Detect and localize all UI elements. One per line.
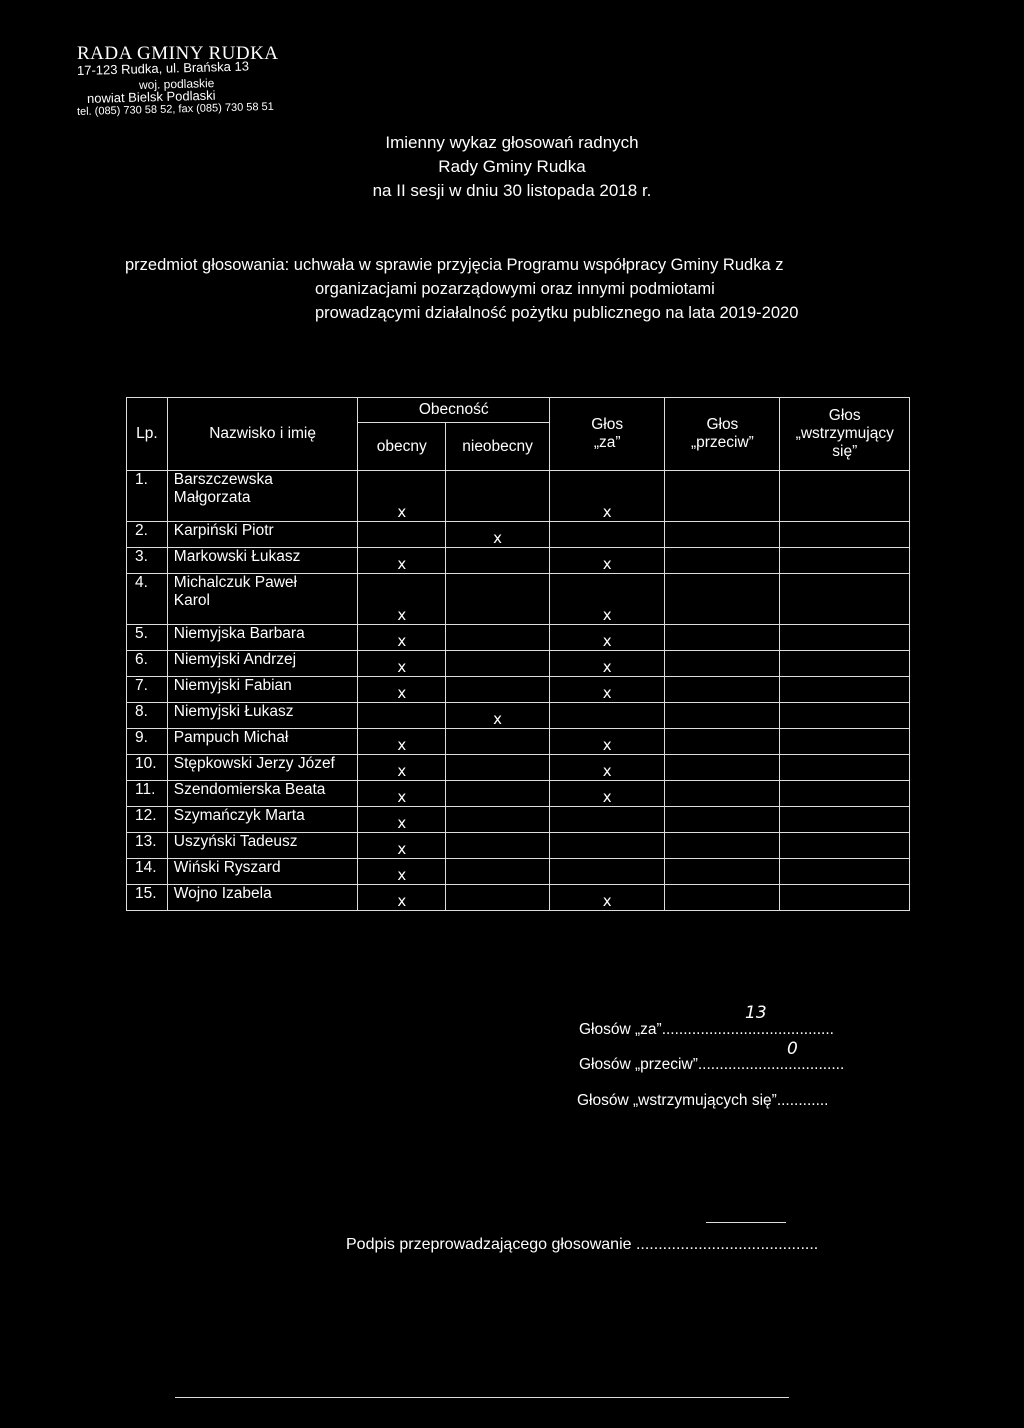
abstain-mark [780,548,910,574]
councillor-name: Szymańczyk Marta [167,807,358,833]
table-row [127,885,910,911]
row-number: 7. [127,677,168,703]
councillor-name: Barszczewska Małgorzata [167,471,358,522]
row-number: 6. [127,651,168,677]
abstain-mark [780,859,910,885]
stamp-address: 17-123 Rudka, ul. Brańska 13 [76,58,250,78]
for-mark: x [550,885,665,911]
header-absent: nieobecny [446,423,550,471]
table-row [127,677,910,703]
present-mark: x [358,574,446,625]
councillor-name: Wiński Ryszard [167,859,358,885]
present-mark: x [358,651,446,677]
absent-mark [446,885,550,911]
subject-line-2: organizacjami pozarządowymi oraz innymi podmiotami [315,280,715,298]
absent-mark: x [446,522,550,548]
table-row [127,625,910,651]
for-mark: x [550,471,665,522]
footer-rule [175,1397,789,1398]
abstain-mark [780,471,910,522]
for-mark: x [550,574,665,625]
absent-mark [446,651,550,677]
against-mark [665,651,780,677]
stamp-council-name: RADA GMINY RUDKA [77,43,279,64]
table-row [127,859,910,885]
table-row [127,703,910,729]
present-mark: x [358,885,446,911]
row-number: 4. [127,574,168,625]
for-mark: x [550,651,665,677]
against-mark [665,859,780,885]
row-number: 13. [127,833,168,859]
row-number: 11. [127,781,168,807]
against-mark [665,522,780,548]
council-stamp [77,44,279,118]
header-lp: Lp. [127,398,168,471]
table-row [127,833,910,859]
abstain-mark [780,574,910,625]
header-abstain: Głos „wstrzymujący się” [780,398,910,471]
summary-for-value: 13 [745,1003,767,1023]
document-title: Imienny wykaz głosowań radnych [385,133,639,152]
for-mark [550,703,665,729]
summary-against-value: 0 [787,1039,798,1059]
councillor-name: Markowski Łukasz [167,548,358,574]
header-for: Głos „za” [550,398,665,471]
subject-line-1: uchwała w sprawie przyjęcia Programu współpracy Gminy Rudka z [293,256,784,274]
absent-mark [446,833,550,859]
abstain-mark [780,833,910,859]
voting-subject [125,253,798,325]
for-mark [550,859,665,885]
absent-mark: x [446,703,550,729]
header-name: Nazwisko i imię [167,398,358,471]
present-mark: x [358,729,446,755]
absent-mark [446,471,550,522]
for-mark: x [550,548,665,574]
header-against: Głos „przeciw” [665,398,780,471]
councillor-name: Niemyjski Andrzej [167,651,358,677]
present-mark: x [358,625,446,651]
table-row [127,781,910,807]
subject-line-3: prowadzącymi działalność pożytku publicznego na lata 2019-2020 [315,304,799,322]
present-mark: x [358,807,446,833]
abstain-mark [780,755,910,781]
signature-label: Podpis przeprowadzającego głosowanie [346,1236,632,1253]
present-mark [358,703,446,729]
against-mark [665,755,780,781]
row-number: 15. [127,885,168,911]
abstain-mark [780,781,910,807]
absent-mark [446,807,550,833]
abstain-mark [780,625,910,651]
row-number: 2. [127,522,168,548]
abstain-mark [780,885,910,911]
absent-mark [446,755,550,781]
present-mark: x [358,781,446,807]
present-mark: x [358,471,446,522]
for-mark [550,833,665,859]
councillor-name: Pampuch Michał [167,729,358,755]
row-number: 9. [127,729,168,755]
councillor-name: Szendomierska Beata [167,781,358,807]
against-mark [665,548,780,574]
signature-scribble [706,1222,786,1223]
councillor-name: Karpiński Piotr [167,522,358,548]
present-mark [358,522,446,548]
row-number: 10. [127,755,168,781]
summary-against-label: Głosów „przeciw” [579,1056,698,1073]
session-date: na II sesji w dniu 30 listopada 2018 r. [372,181,652,200]
abstain-mark [780,807,910,833]
councillor-name: Niemyjski Fabian [167,677,358,703]
present-mark: x [358,859,446,885]
summary-abstain: Głosów „wstrzymujących się”............ [577,1092,829,1109]
table-row [127,755,910,781]
stamp-voivodeship: woj. podlaskie [138,76,215,92]
present-mark: x [358,833,446,859]
row-number: 5. [127,625,168,651]
absent-mark [446,677,550,703]
absent-mark [446,781,550,807]
absent-mark [446,729,550,755]
for-mark: x [550,625,665,651]
councillor-name: Michalczuk Paweł Karol [167,574,358,625]
stamp-phone: tel. (085) 730 58 52, fax (085) 730 58 51 [76,100,274,118]
against-mark [665,781,780,807]
for-mark [550,522,665,548]
for-mark: x [550,677,665,703]
against-mark [665,885,780,911]
row-number: 8. [127,703,168,729]
abstain-mark [780,729,910,755]
against-mark [665,677,780,703]
against-mark [665,574,780,625]
row-number: 3. [127,548,168,574]
absent-mark [446,859,550,885]
row-number: 1. [127,471,168,522]
table-row [127,574,910,625]
for-mark: x [550,781,665,807]
row-number: 14. [127,859,168,885]
for-mark [550,807,665,833]
table-row [127,548,910,574]
absent-mark [446,574,550,625]
absent-mark [446,548,550,574]
present-mark: x [358,755,446,781]
header-present: obecny [358,423,446,471]
subject-label: przedmiot głosowania: [125,256,290,274]
table-row [127,651,910,677]
stamp-county: nowiat Bielsk Podlaski [86,87,216,106]
present-mark: x [358,548,446,574]
summary-against: Głosów „przeciw”.................................. [579,1056,845,1073]
councillor-name: Niemyjska Barbara [167,625,358,651]
votes-table [126,397,910,911]
summary-for: Głosów „za”........................................ [579,1021,834,1038]
header-presence: Obecność [358,398,550,423]
abstain-mark [780,703,910,729]
document-subtitle: Rady Gminy Rudka [438,157,586,176]
row-number: 12. [127,807,168,833]
table-row [127,807,910,833]
abstain-mark [780,522,910,548]
summary-for-label: Głosów „za” [579,1021,662,1038]
against-mark [665,625,780,651]
signature-line: Podpis przeprowadzającego głosowanie ......................................... [346,1236,819,1253]
for-mark: x [550,729,665,755]
councillor-name: Stępkowski Jerzy Józef [167,755,358,781]
table-row [127,471,910,522]
abstain-mark [780,651,910,677]
against-mark [665,807,780,833]
councillor-name: Uszyński Tadeusz [167,833,358,859]
present-mark: x [358,677,446,703]
against-mark [665,729,780,755]
table-row [127,522,910,548]
against-mark [665,471,780,522]
table-row [127,729,910,755]
against-mark [665,833,780,859]
against-mark [665,703,780,729]
summary-abstain-label: Głosów „wstrzymujących się” [577,1092,777,1109]
councillor-name: Wojno Izabela [167,885,358,911]
absent-mark [446,625,550,651]
for-mark: x [550,755,665,781]
councillor-name: Niemyjski Łukasz [167,703,358,729]
abstain-mark [780,677,910,703]
